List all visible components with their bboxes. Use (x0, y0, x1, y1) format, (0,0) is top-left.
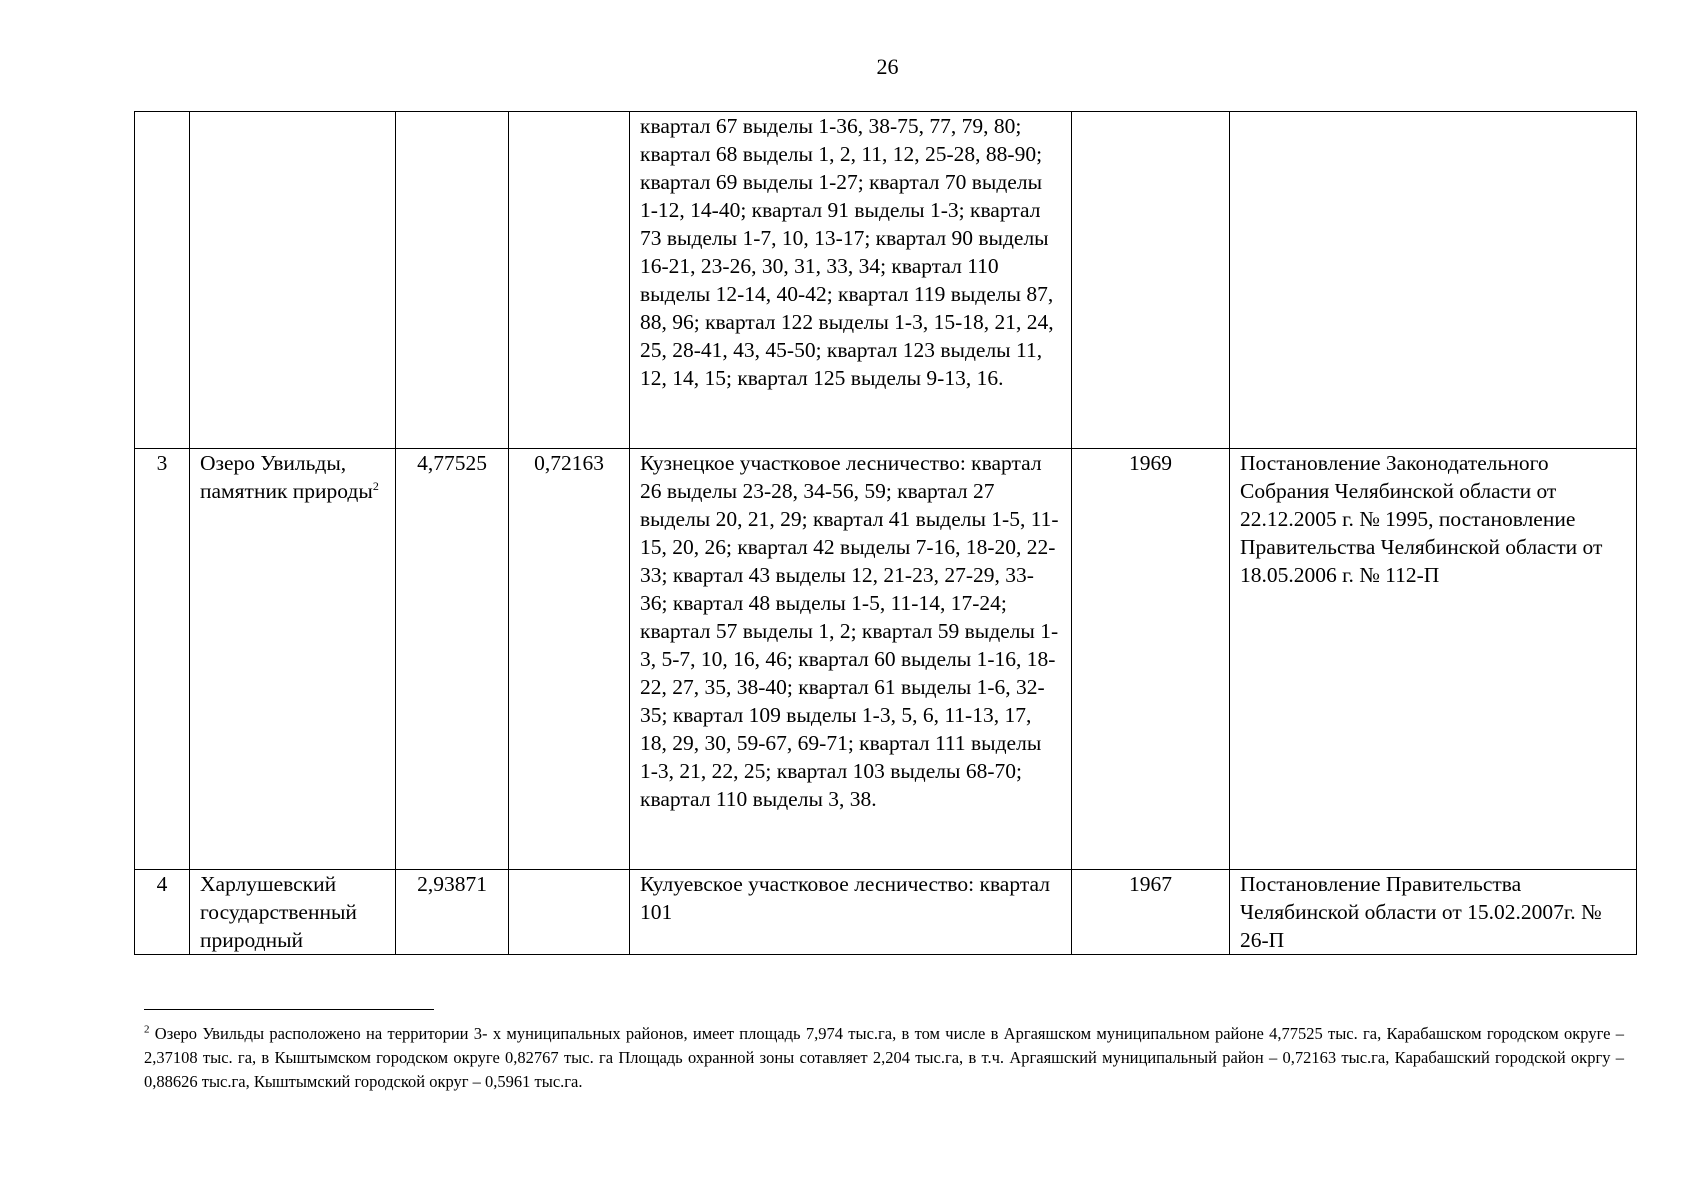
legal-document: Постановление Законодательного Собрания Челябинской области от 22.12.2005 г. № 1995, постановление Правительства Челябинской области от 18.05.2006 г. № 112-П (1230, 449, 1637, 870)
footnote-reference: 2 (372, 478, 379, 493)
legal-document (1230, 112, 1637, 449)
area-name-text: Харлушевский государственный природный (200, 872, 357, 952)
table-row (135, 870, 1637, 955)
year-established: 1969 (1072, 449, 1230, 870)
location-description: квартал 67 выделы 1-36, 38-75, 77, 79, 80; квартал 68 выделы 1, 2, 11, 12, 25-28, 88-90; квартал 69 выделы 1-27; квартал 70 выделы 1-12, 14-40; квартал 91 выделы 1-3; квартал 73 выделы 1-7, 10, 13-17; квартал 90 выделы 16-21, 23-26, 30, 31, 33, 34; квартал 110 выделы 12-14, 40-42; квартал 119 выделы 87, 88, 96; квартал 122 выделы 1-3, 15-18, 21, 24, 25, 28-41, 43, 45-50; квартал 123 выделы 11, 12, 14, 15; квартал 125 выделы 9-13, 16. (630, 112, 1072, 449)
footnote-separator (144, 1009, 434, 1010)
year-established (1072, 112, 1230, 449)
row-number: 3 (135, 449, 190, 870)
footnote-number: 2 (144, 1023, 150, 1036)
area-value (396, 112, 509, 449)
area-name (190, 449, 396, 870)
page-number: 26 (876, 54, 899, 79)
area-name-text: Озеро Увильды, памятник природы (200, 451, 373, 503)
area-value: 2,93871 (396, 870, 509, 955)
table-row (135, 112, 1637, 449)
zone-area-value (509, 112, 630, 449)
footnote-text: Озеро Увильды расположено на территории 3- х муниципальных районов, имеет площадь 7,974 тыс.га, в том числе в Аргаяшском муниципальном районе 4,77525 тыс. га, Карабашском городском округе – 2,37108 тыс. га, в Кыштымском городском округе 0,82767 тыс. га Площадь охранной зоны сотавляет 2,204 тыс.га, в т.ч. Аргаяшский муниципальный район – 0,72163 тыс.га, Карабашский городской окргу – 0,88626 тыс.га, Кыштымский городской округ – 0,5961 тыс.га. (144, 1024, 1624, 1091)
area-value: 4,77525 (396, 449, 509, 870)
year-established: 1967 (1072, 870, 1230, 955)
zone-area-value (509, 870, 630, 955)
protected-areas-table (134, 111, 1637, 955)
area-name (190, 870, 396, 955)
area-name (190, 112, 396, 449)
zone-area-value: 0,72163 (509, 449, 630, 870)
footnote (144, 1022, 1624, 1094)
location-description: Кузнецкое участковое лесничество: квартал 26 выделы 23-28, 34-56, 59; квартал 27 выделы 20, 21, 29; квартал 41 выделы 1-5, 11-15, 20, 26; квартал 42 выделы 7-16, 18-20, 22-33; квартал 43 выделы 12, 21-23, 27-29, 33-36; квартал 48 выделы 1-5, 11-14, 17-24; квартал 57 выделы 1, 2; квартал 59 выделы 1-3, 5-7, 10, 16, 46; квартал 60 выделы 1-16, 18-22, 27, 35, 38-40; квартал 61 выделы 1-6, 32-35; квартал 109 выделы 1-3, 5, 6, 11-13, 17, 18, 29, 30, 59-67, 69-71; квартал 111 выделы 1-3, 21, 22, 25; квартал 103 выделы 68-70; квартал 110 выделы 3, 38. (630, 449, 1072, 870)
table-row (135, 449, 1637, 870)
legal-document: Постановление Правительства Челябинской области от 15.02.2007г. № 26-П (1230, 870, 1637, 955)
row-number: 4 (135, 870, 190, 955)
row-number (135, 112, 190, 449)
location-description: Кулуевское участковое лесничество: квартал 101 (630, 870, 1072, 955)
